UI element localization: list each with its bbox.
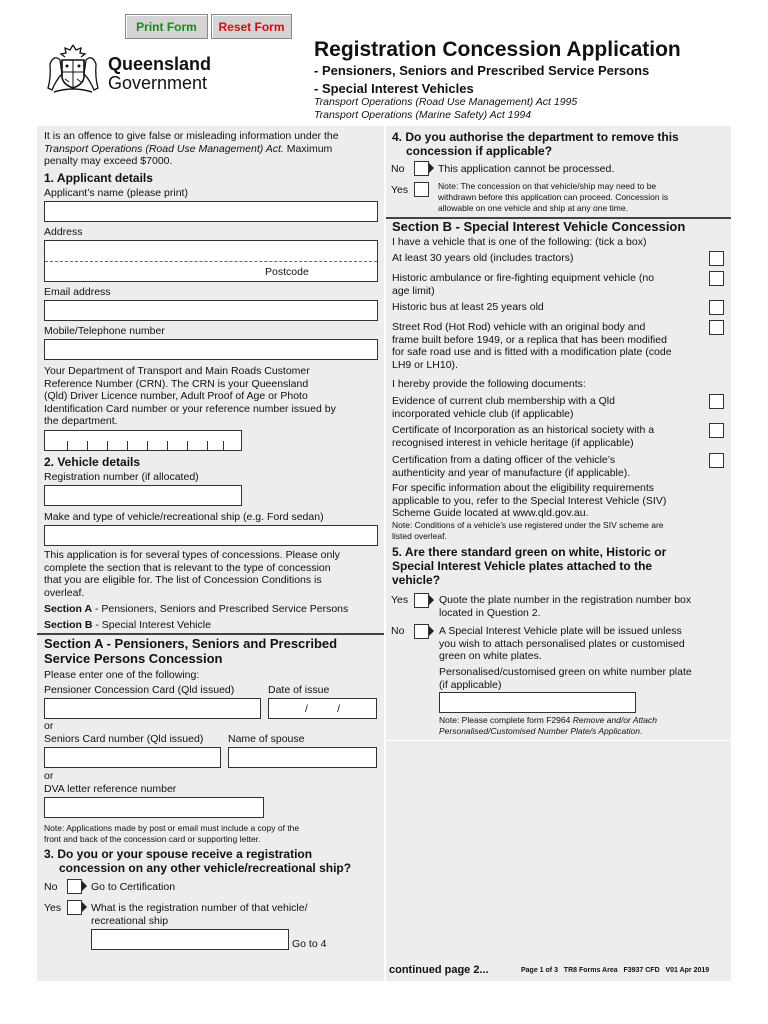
arrow-right-icon (82, 881, 87, 891)
make-label: Make and type of vehicle/recreational ship (e.g. Ford sedan) (44, 511, 324, 523)
several-4: overleaf. (44, 586, 85, 599)
q3-heading-1: 3. Do you or your spouse receive a registration (44, 847, 313, 861)
offence-line1: It is an offence to give false or misleading information under the (44, 130, 339, 142)
plate-note-2a: Personalised/Customised Number Plate/s Application (439, 726, 640, 736)
have-vehicle-label: I have a vehicle that is one of the following: (tick a box) (392, 236, 647, 248)
doc1-checkbox[interactable] (709, 394, 724, 409)
siv-note-2: listed overleaf. (392, 531, 447, 541)
opt4-text-3: for safe road use and is fitted with a modification plate (code (392, 346, 672, 358)
crn-text-5: the department. (44, 415, 118, 427)
right-panel-lower (386, 741, 731, 981)
q5-no-checkbox[interactable] (414, 624, 433, 639)
plate-note-2b: . (639, 726, 643, 736)
opt1-text: At least 30 years old (includes tractors) (392, 252, 574, 264)
phone-label: Mobile/Telephone number (44, 325, 165, 337)
opt4-text-1: Street Rod (Hot Rod) vehicle with an original body and (392, 321, 646, 333)
arrow-right-icon (429, 626, 434, 636)
section-b-heading: Section B - Special Interest Vehicle Concession (392, 219, 686, 234)
queensland-crest-icon (44, 42, 102, 96)
doc3-text-2: authenticity and year of manufacture (if applicable). (392, 466, 631, 479)
phone-input[interactable] (44, 339, 378, 360)
several-1: This application is for several types of concessions. Please only (44, 549, 340, 561)
address-line-divider (45, 261, 377, 262)
several-3: that you are eligible for. The list of Concession Conditions is (44, 574, 322, 586)
applicant-name-label: Applicant’s name (please print) (44, 187, 188, 199)
doc2-text-1: Certificate of Incorporation as an historical society with a (392, 424, 655, 436)
spouse-input[interactable] (228, 747, 377, 768)
q5-yes-text-2: located in Question 2. (439, 606, 541, 619)
offence-act-name: Transport Operations (Road Use Management) Act. (44, 143, 284, 155)
plate-note-1a: Note: Please complete form F2964 (439, 715, 573, 725)
section-b-ref (44, 619, 211, 632)
print-form-button[interactable]: Print Form (125, 14, 208, 39)
plate-label-2: (if applicable) (439, 678, 502, 691)
crn-text-2: Reference Number (CRN). The CRN is your Queensland (44, 377, 309, 390)
q4-no-label: No (391, 163, 405, 175)
crn-input[interactable] (44, 430, 242, 451)
q3-no-label: No (44, 881, 58, 893)
go-to-4-label: Go to 4 (292, 938, 327, 950)
q5-no-label: No (391, 625, 405, 637)
q5-no-text-1: A Special Interest Vehicle plate will be issued unless (439, 625, 682, 637)
opt4-checkbox[interactable] (709, 320, 724, 335)
q4-note-3: allowable on one vehicle and ship at any one time. (438, 203, 628, 213)
doc3-checkbox[interactable] (709, 453, 724, 468)
opt3-text: Historic bus at least 25 years old (392, 301, 544, 313)
enter-one-label: Please enter one of the following: (44, 669, 200, 681)
pension-card-label: Pensioner Concession Card (Qld issued) (44, 684, 235, 696)
q5-yes-label: Yes (391, 594, 409, 606)
q3-no-text: Go to Certification (91, 881, 176, 893)
siv-text-1: For specific information about the eligibility requirements (392, 482, 655, 494)
dva-label: DVA letter reference number (44, 783, 177, 795)
q4-heading-1: 4. Do you authorise the department to remove this (392, 130, 679, 144)
section-a-heading-1: Section A - Pensioners, Seniors and Prescribed (44, 636, 338, 651)
q3-yes-text-2: recreational ship (91, 915, 169, 927)
vehicle-heading: 2. Vehicle details (44, 455, 141, 469)
applicant-heading: 1. Applicant details (44, 171, 153, 185)
q3-yes-checkbox[interactable] (67, 900, 86, 915)
q3-rego-input[interactable] (91, 929, 289, 950)
q5-heading-3: vehicle? (392, 573, 441, 587)
plate-note-2 (439, 726, 642, 737)
plate-label-1: Personalised/customised green on white number plate (439, 666, 692, 678)
date-separators: / / (305, 703, 341, 715)
dva-input[interactable] (44, 797, 264, 818)
doc1-text-1: Evidence of current club membership with a Qld (392, 395, 615, 407)
act-road-use: Transport Operations (Road Use Management) Act 1995 (314, 96, 578, 108)
address-input[interactable] (44, 240, 378, 282)
offence-line2-tail: Maximum (283, 143, 333, 155)
pension-card-input[interactable] (44, 698, 261, 719)
plate-note-1b: Remove and/or Attach (572, 715, 657, 725)
q3-yes-text-1: What is the registration number of that vehicle/ (91, 902, 308, 914)
opt4-text-2: frame built before 1949, or a replica that has been modified (392, 333, 667, 346)
q3-heading-2: concession on any other vehicle/recreational ship? (59, 861, 352, 875)
opt3-checkbox[interactable] (709, 300, 724, 315)
divider-section-a (37, 633, 384, 635)
note-post-2: front and back of the concession card or supporting letter. (44, 834, 261, 844)
rego-input[interactable] (44, 485, 242, 506)
make-input[interactable] (44, 525, 378, 546)
logo-line2: Government (108, 73, 208, 93)
siv-text-2: applicable to you, refer to the Special Interest Vehicle (SIV) (392, 494, 667, 507)
opt2-text-2: age limit) (392, 284, 435, 297)
section-b-ref-text: - Special Interest Vehicle (92, 619, 211, 631)
q5-heading-1: 5. Are there standard green on white, Historic or (392, 545, 667, 559)
doc2-checkbox[interactable] (709, 423, 724, 438)
doc3-text-1: Certification from a dating officer of the vehicle’s (392, 454, 616, 466)
or-1: or (44, 720, 54, 732)
reset-form-button[interactable]: Reset Form (211, 14, 292, 39)
crn-text-3: (Qld) Driver Licence number, Adult Proof of Age or Photo (44, 390, 308, 402)
q3-yes-label: Yes (44, 902, 62, 914)
q4-no-text: This application cannot be processed. (438, 163, 615, 175)
logo-line1: Queensland (108, 54, 212, 74)
opt4-text-4: LH9 or LH10). (392, 358, 458, 371)
section-a-ref-text: - Pensioners, Seniors and Prescribed Service Persons (92, 603, 349, 615)
crn-text-4: Identification Card number or your reference number issued by (44, 402, 336, 415)
plate-note-1 (439, 715, 657, 726)
postcode-label: Postcode (265, 266, 309, 278)
section-a-heading-2: Service Persons Concession (44, 651, 223, 666)
siv-note-1: Note: Conditions of a vehicle’s use registered under the SIV scheme are (392, 520, 664, 530)
q5-yes-checkbox[interactable] (414, 593, 433, 608)
subtitle-pensioners: - Pensioners, Seniors and Prescribed Service Persons (314, 63, 650, 78)
arrow-right-icon (429, 163, 434, 173)
q5-heading-2: Special Interest Vehicle plates attached to the (392, 559, 653, 573)
right-panel-section-b (386, 219, 731, 740)
q5-no-text-2: you wish to attach personalised plates or customised (439, 637, 685, 650)
q4-note-1: Note: The concession on that vehicle/ship may need to be (438, 181, 657, 191)
q4-yes-label: Yes (391, 184, 409, 196)
or-2: or (44, 770, 54, 782)
offence-line3: penalty may exceed $7000. (44, 155, 173, 167)
email-label: Email address (44, 286, 111, 298)
siv-text-3: Scheme Guide located at www.qld.gov.au. (392, 507, 589, 519)
q4-heading-2: concession if applicable? (406, 144, 553, 158)
continued-label: continued page 2... (389, 964, 489, 976)
page-info: Page 1 of 3 TR8 Forms Area F3937 CFD V01 Apr 2019 (521, 967, 710, 974)
provide-docs-label: I hereby provide the following documents: (392, 378, 586, 390)
seniors-label: Seniors Card number (Qld issued) (44, 733, 204, 745)
applicant-name-input[interactable] (44, 201, 378, 222)
section-a-ref-bold: Section A (44, 603, 93, 615)
date-issue-input[interactable] (268, 698, 377, 719)
arrow-right-icon (82, 902, 87, 912)
subtitle-siv: - Special Interest Vehicles (314, 81, 474, 96)
arrow-right-icon (429, 595, 434, 605)
offence-line2 (44, 143, 332, 156)
crn-text-1: Your Department of Transport and Main Roads Customer (44, 365, 310, 377)
date-issue-label: Date of issue (268, 684, 330, 696)
seniors-input[interactable] (44, 747, 221, 768)
rego-label: Registration number (if allocated) (44, 471, 199, 483)
q4-note-2: withdrawn before this application can proceed. Concession is (438, 192, 669, 202)
q5-no-text-3: green on white plates. (439, 650, 542, 662)
note-post-1: Note: Applications made by post or email must include a copy of the (44, 823, 300, 833)
doc2-text-2: recognised interest in vehicle heritage (if applicable) (392, 436, 634, 449)
q4-no-checkbox[interactable] (414, 161, 433, 176)
several-2: complete the section that is relevant to the type of concession (44, 561, 331, 574)
opt2-text-1: Historic ambulance or fire-fighting equipment vehicle (no (392, 272, 655, 284)
address-label: Address (44, 226, 83, 238)
q3-no-checkbox[interactable] (67, 879, 86, 894)
section-b-ref-bold: Section B (44, 619, 93, 631)
opt1-checkbox[interactable] (709, 251, 724, 266)
act-marine-safety: Transport Operations (Marine Safety) Act 1994 (314, 109, 532, 121)
q5-yes-text-1: Quote the plate number in the registration number box (439, 594, 692, 606)
email-input[interactable] (44, 300, 378, 321)
spouse-label: Name of spouse (228, 733, 305, 745)
opt2-checkbox[interactable] (709, 271, 724, 286)
doc1-text-2: incorporated vehicle club (if applicable) (392, 407, 574, 420)
plate-input[interactable] (439, 692, 636, 713)
page-title: Registration Concession Application (314, 38, 681, 61)
section-a-ref (44, 603, 348, 616)
q4-yes-checkbox[interactable] (414, 182, 429, 197)
